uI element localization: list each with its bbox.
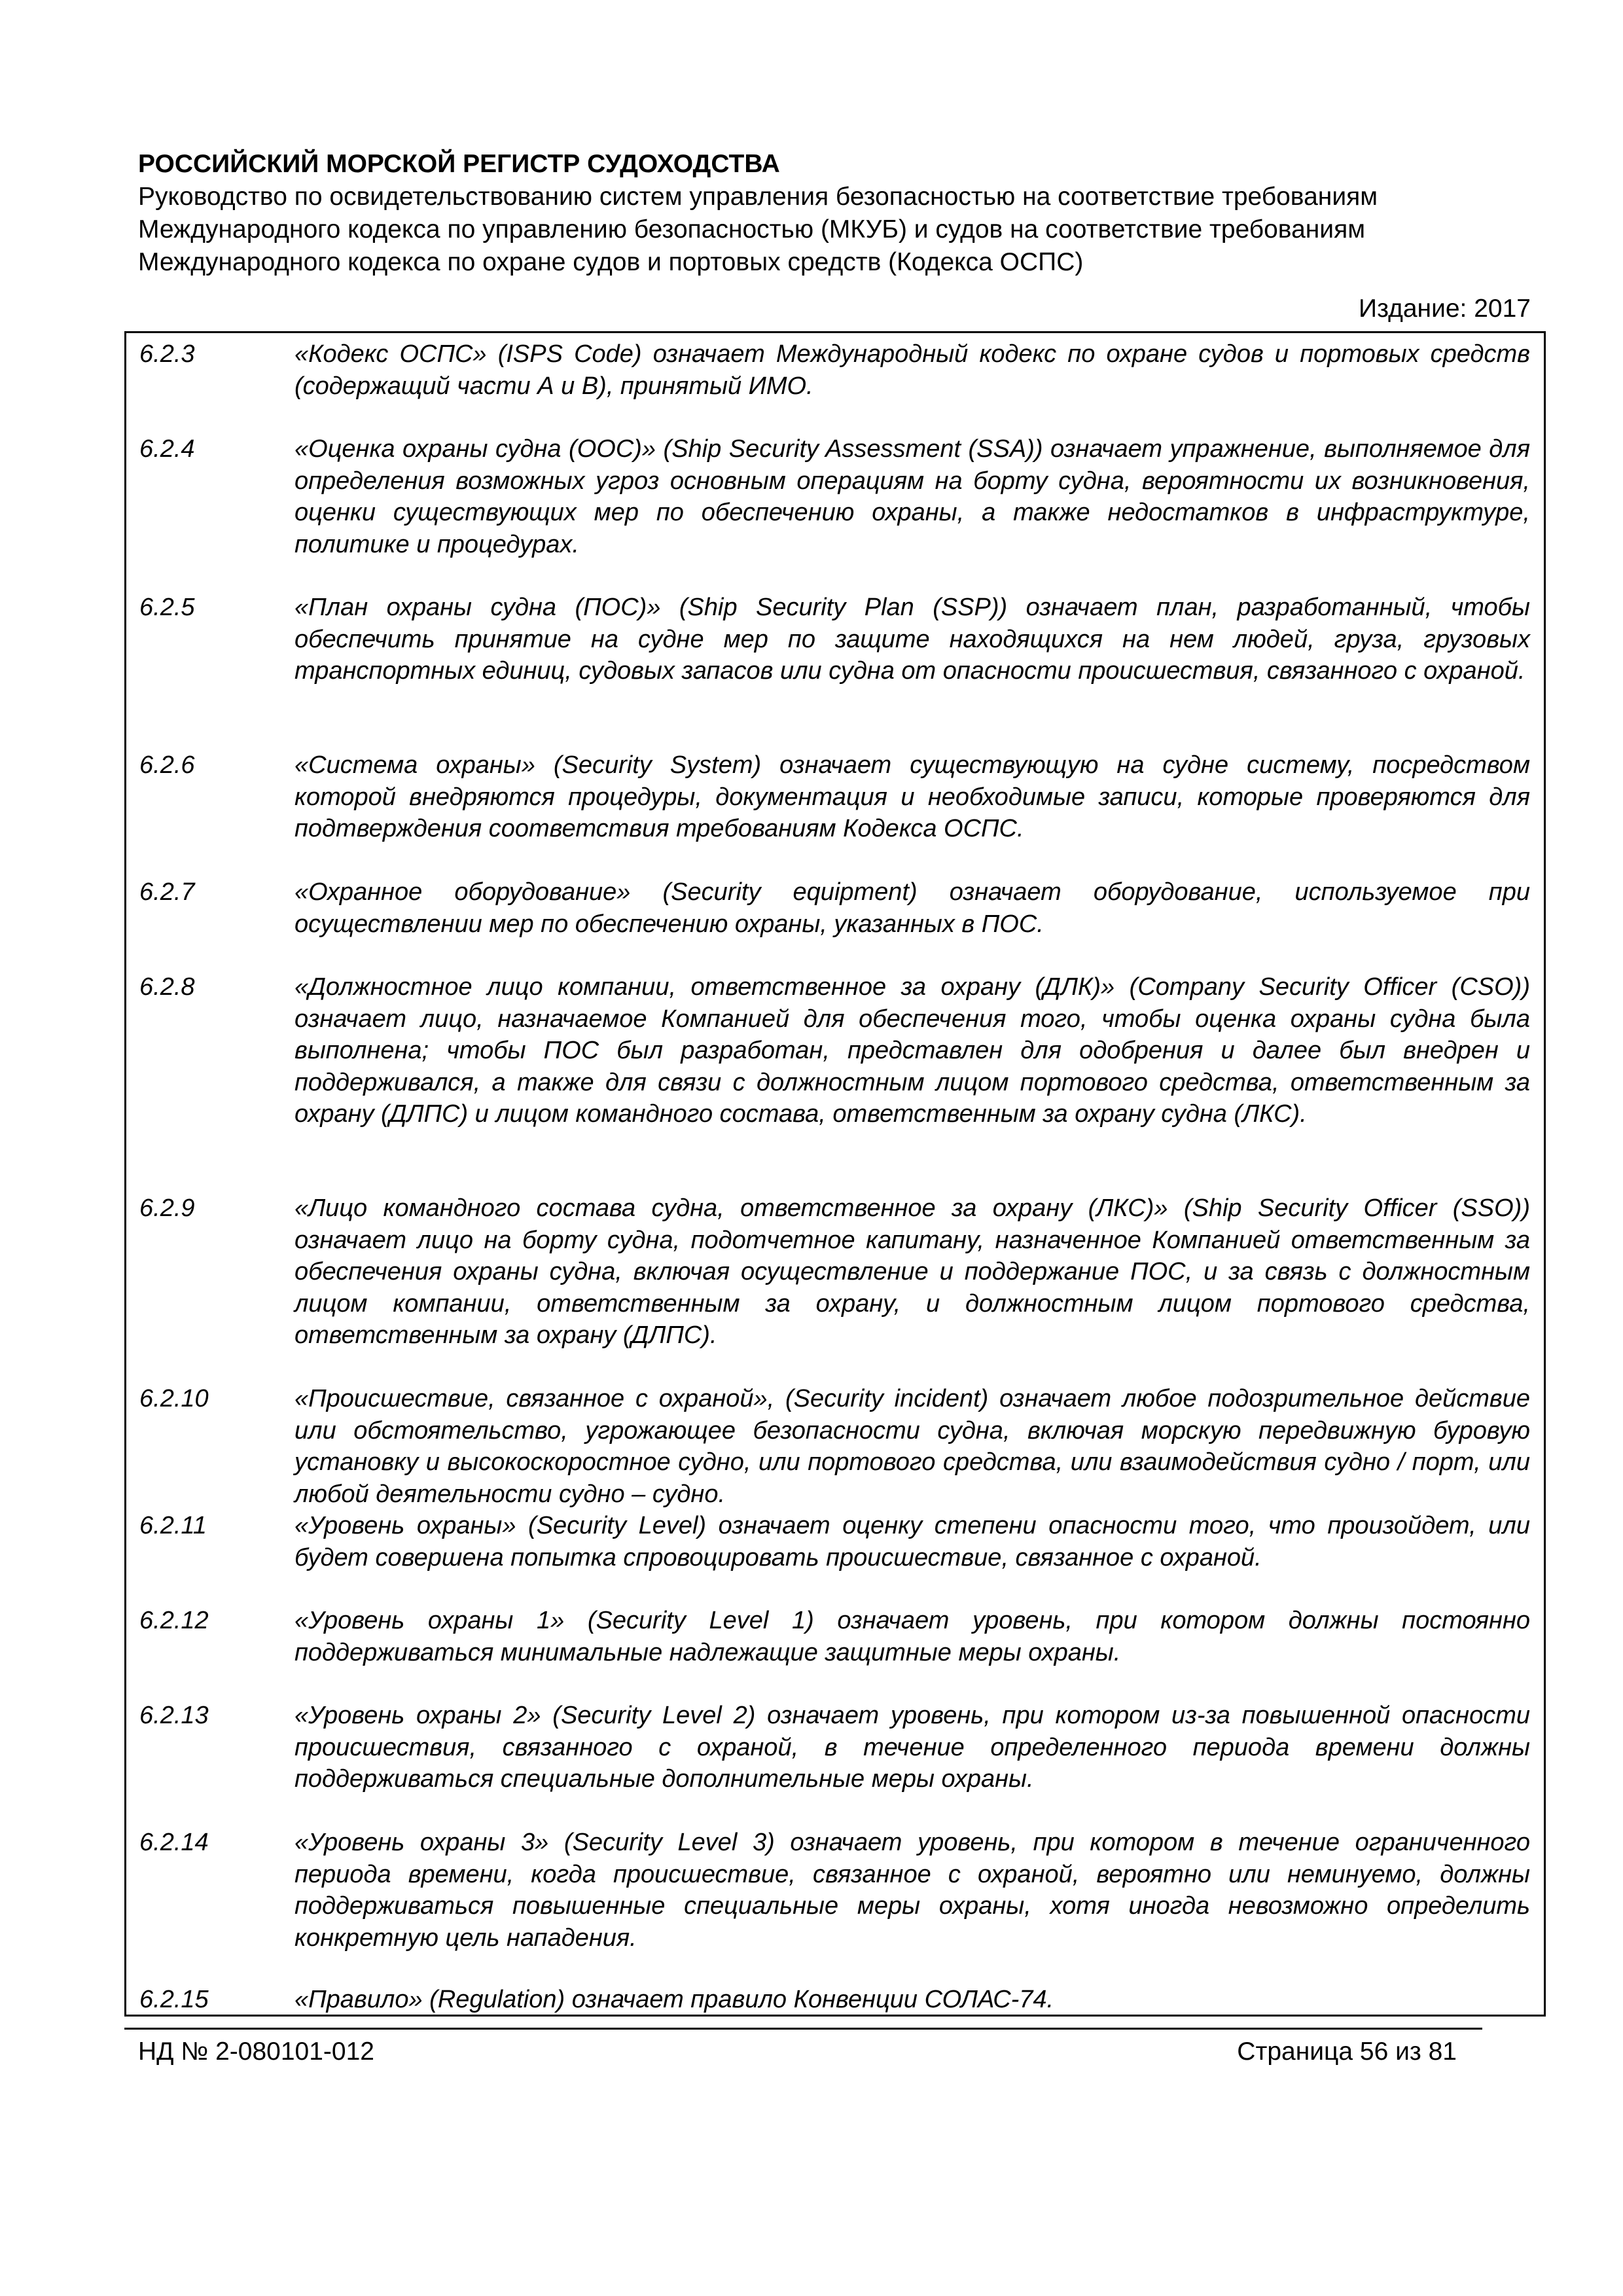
definitions-box <box>124 331 1546 2017</box>
clause-text: «Правило» (Regulation) означает правило Конвенции СОЛАС-74. <box>294 1986 1054 2013</box>
clause-text: «Уровень охраны» (Security Level) означает оценку степени опасности того, что произойдет, или будет совершена попытка спровоцировать происшествие, связанное с охраной. <box>294 1512 1530 1571</box>
clause-number: 6.2.10 <box>139 1385 209 1412</box>
clause-text: «Должностное лицо компании, ответственное за охрану (ДЛК)» (Company Security Officer (CSO)) означает лицо, назначаемое Компанией для обеспечения того, чтобы оценка охраны судна была выполнена; чтобы ПОС был разработан, представлен для одобрения и далее был внедрен и поддерживался, а также для связи с должностным лицом портового средства, ответственным за охрану (ДЛПС) и лицом командного состава, ответственным за охрану судна (ЛКС). <box>294 973 1530 1128</box>
document-header <box>138 148 1545 279</box>
clause-text: «Охранное оборудование» (Security equipment) означает оборудование, используемое при осуществлении мер по обеспечению охраны, указанных в ПОС. <box>294 878 1530 938</box>
clause-number: 6.2.5 <box>139 594 195 621</box>
clause-text: «Уровень охраны 2» (Security Level 2) означает уровень, при котором из-за повышенной опасности происшествия, связанного с охраной, в течение определенного периода времени должны поддерживаться специальные дополнительные меры охраны. <box>294 1702 1530 1793</box>
clause-text: «Происшествие, связанное с охраной», (Security incident) означает любое подозрительное действие или обстоятельство, угрожающее безопасности судна, включая морскую передвижную буровую установку и высокоскоростное судно, или портового средства, или взаимодействия судно / порт, или любой деятельности судно – судно. <box>294 1385 1530 1508</box>
page-number: Страница 56 из 81 <box>1237 2037 1457 2066</box>
clause-text: «Уровень охраны 1» (Security Level 1) означает уровень, при котором должны постоянно поддерживаться минимальные надлежащие защитные меры охраны. <box>294 1607 1530 1666</box>
clause-text: «Уровень охраны 3» (Security Level 3) означает уровень, при котором в течение ограниченного периода времени, когда происшествие, связанное с охраной, вероятно или неминуемо, должны поддерживаться повышенные специальные меры охраны, хотя иногда невозможно определить конкретную цель нападения. <box>294 1829 1530 1952</box>
organization-title: РОССИЙСКИЙ МОРСКОЙ РЕГИСТР СУДОХОДСТВА <box>138 150 780 178</box>
document-subtitle: Руководство по освидетельствованию систем управления безопасностью на соответствие требованиям Международного кодекса по управлению безопасностью (МКУБ) и судов на соответствие требованиям Международного кодекса по охране судов и портовых средств (Кодекса ОСПС) <box>138 183 1378 276</box>
clause-text: «Лицо командного состава судна, ответственное за охрану (ЛКС)» (Ship Security Officer (SSO)) означает лицо на борту судна, подотчетное капитану, назначенное Компанией ответственным за обеспечения охраны судна, включая осуществление и поддержание ПОС, и за связь с должностным лицом компании, ответственным за охрану, и должностным лицом портового средства, ответственным за охрану (ДЛПС). <box>294 1194 1530 1349</box>
clause-text: «Кодекс ОСПС» (ISPS Code) означает Международный кодекс по охране судов и портовых средств (содержащий части А и В), принятый ИМО. <box>294 340 1530 400</box>
clause-text: «Оценка охраны судна (ООС)» (Ship Security Assessment (SSA)) означает упражнение, выполняемое для определения возможных угроз основным операциям на борту судна, вероятности их возникновения, оценки существующих мер по обеспечению охраны, а также недостатков в инфраструктуре, политике и процедурах. <box>294 435 1530 558</box>
clause-number: 6.2.13 <box>139 1702 209 1729</box>
clause-number: 6.2.12 <box>139 1607 209 1634</box>
clause-number: 6.2.7 <box>139 878 195 906</box>
edition-label: Издание: 2017 <box>1359 295 1531 323</box>
footer-divider <box>124 2028 1482 2030</box>
clause-text: «Система охраны» (Security System) означает существующую на судне систему, посредством которой внедряются процедуры, документация и необходимые записи, которые проверяются для подтверждения соответствия требованиям Кодекса ОСПС. <box>294 751 1530 842</box>
clause-text: «План охраны судна (ПОС)» (Ship Security Plan (SSP)) означает план, разработанный, чтобы обеспечить принятие на судне мер по защите находящихся на нем людей, груза, грузовых транспортных единиц, судовых запасов или судна от опасности происшествия, связанного с охраной. <box>294 594 1530 685</box>
clause-number: 6.2.11 <box>139 1512 207 1539</box>
clause-number: 6.2.14 <box>139 1829 209 1856</box>
document-number: НД № 2-080101-012 <box>138 2037 374 2066</box>
clause-number: 6.2.6 <box>139 751 195 779</box>
clause-number: 6.2.15 <box>139 1986 209 2013</box>
clause-number: 6.2.9 <box>139 1194 195 1222</box>
clause-number: 6.2.8 <box>139 973 195 1001</box>
clause-number: 6.2.3 <box>139 340 195 368</box>
clause-number: 6.2.4 <box>139 435 195 463</box>
